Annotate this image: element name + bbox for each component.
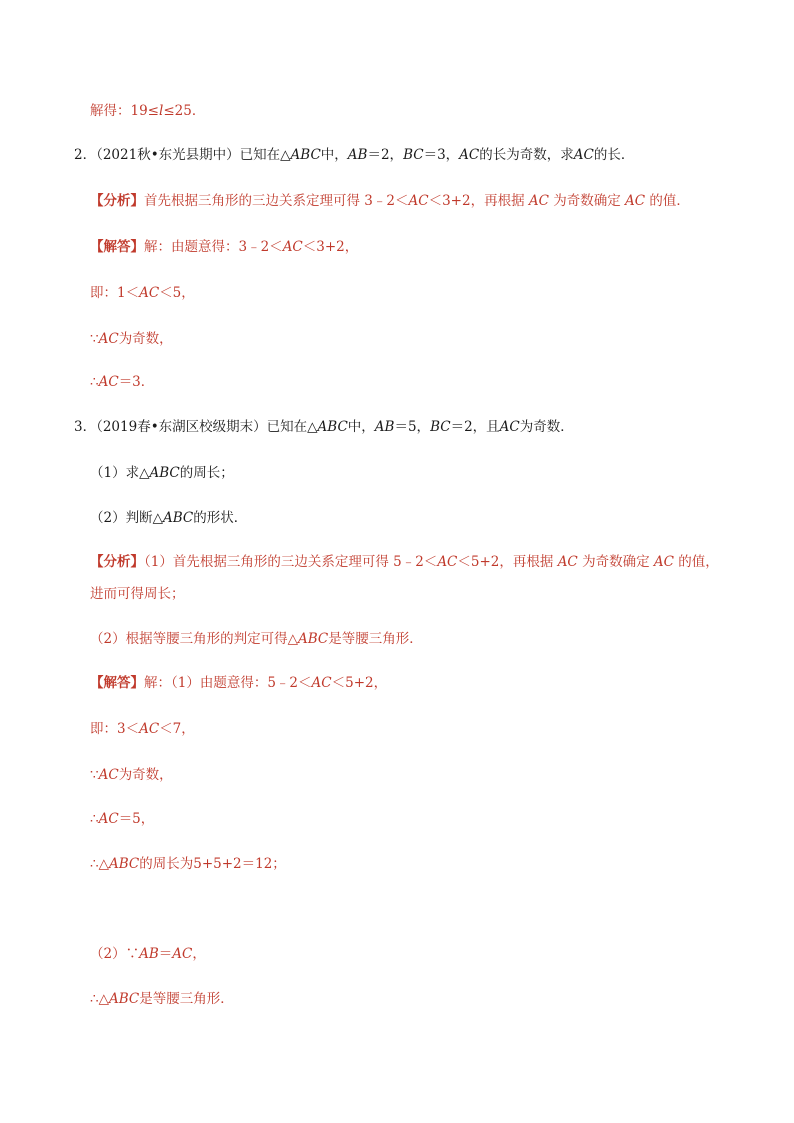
solution-line-l-range: 解得：19≤l≤25．	[90, 103, 206, 119]
problem-3-solution-step-1: 【解答】解：（1）由题意得：5﹣2＜AC＜5+2，	[90, 675, 388, 691]
problem-2-statement: 2．（2021秋•东光县期中）已知在△ABC中，AB＝2，BC＝3，AC的长为奇数，求AC的长．	[74, 147, 635, 163]
problem-3-solution-step-2: 即：3＜AC＜7，	[90, 721, 195, 737]
problem-3-analysis-line-3: （2）根据等腰三角形的判定可得△ABC是等腰三角形．	[90, 631, 423, 647]
problem-3-solution-step-3: ∵AC为奇数，	[90, 767, 173, 783]
problem-3-solution-part-2-step-1: （2）∵AB＝AC，	[90, 946, 206, 962]
problem-2-solution-step-1: 【解答】解：由题意得：3﹣2＜AC＜3+2，	[90, 239, 359, 255]
problem-3-analysis-line-2: 进而可得周长；	[90, 586, 185, 602]
problem-3-statement: 3．（2019春•东湖区校级期末）已知在△ABC中，AB＝5，BC＝2，且AC为奇数．	[74, 419, 574, 435]
problem-3-solution-part-2-step-2: ∴△ABC是等腰三角形．	[90, 991, 234, 1007]
problem-3-part-2: （2）判断△ABC的形状．	[90, 510, 248, 526]
problem-2-solution-step-4: ∴AC＝3．	[90, 374, 155, 390]
problem-2-solution-step-2: 即：1＜AC＜5，	[90, 285, 195, 301]
problem-3-solution-step-5: ∴△ABC的周长为5+5+2＝12；	[90, 856, 286, 872]
problem-3-part-1: （1）求△ABC的周长；	[90, 465, 234, 481]
problem-3-solution-step-4: ∴AC＝5，	[90, 811, 155, 827]
problem-2-analysis: 【分析】首先根据三角形的三边关系定理可得 3﹣2＜AC＜3+2，再根据 AC 为奇数确定 AC 的值．	[90, 193, 690, 209]
problem-3-analysis-line-1: 【分析】（1）首先根据三角形的三边关系定理可得 5﹣2＜AC＜5+2，再根据 AC 为奇数确定 AC 的值，	[90, 554, 719, 570]
problem-2-solution-step-3: ∵AC为奇数，	[90, 331, 173, 347]
